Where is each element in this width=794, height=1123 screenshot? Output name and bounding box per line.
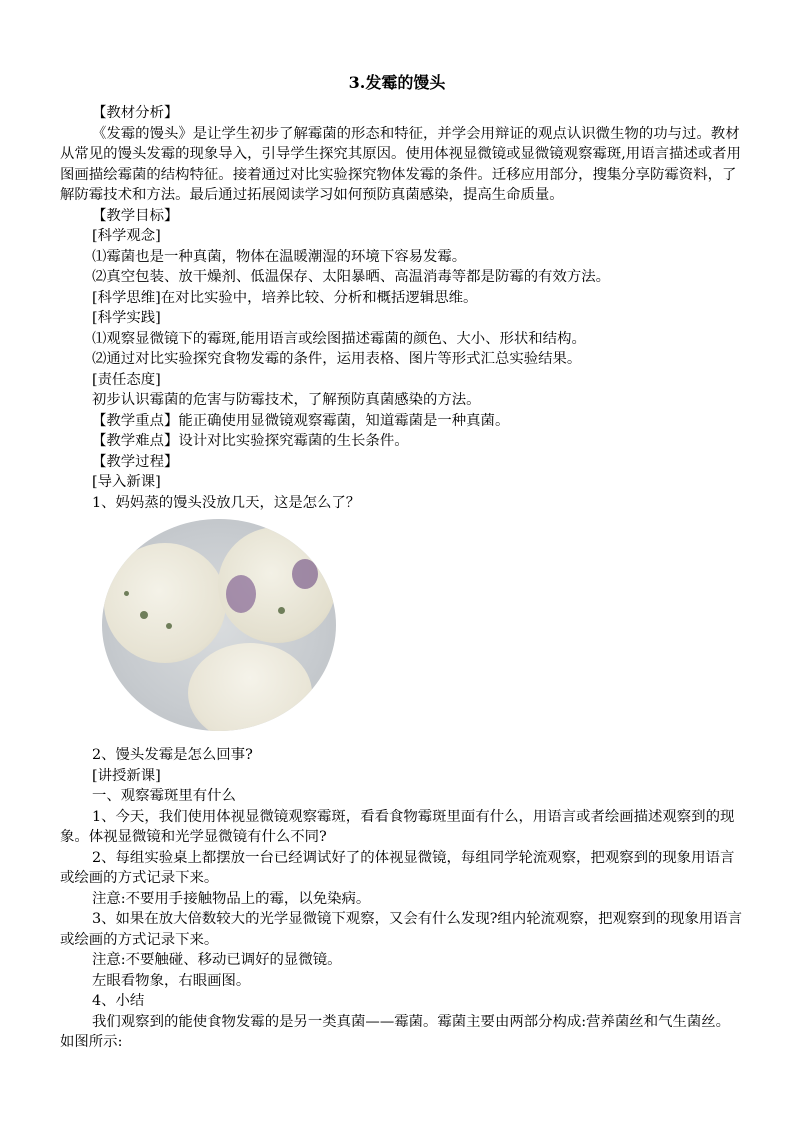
science-thinking: [科学思维]在对比实验中，培养比较、分析和概括逻辑思维。 bbox=[92, 289, 478, 306]
concept-item-1: ⑴霉菌也是一种真菌，物体在温暖潮湿的环境下容易发霉。 bbox=[92, 248, 467, 265]
mold-spot-green bbox=[166, 623, 172, 629]
question-1: 1、妈妈蒸的馒头没放几天，这是怎么了？ bbox=[92, 494, 361, 511]
step-3: 3、如果在放大倍数较大的光学显微镜下观察，又会有什么发现?组内轮流观察，把观察到的现象用语言或绘画的方式记录下来。 bbox=[60, 911, 743, 948]
moldy-bun-photo bbox=[102, 519, 336, 731]
mold-spot-purple bbox=[226, 575, 256, 613]
attitude-text: 初步认识霉菌的危害与防霉技术，了解预防真菌感染的方法。 bbox=[92, 392, 481, 408]
subheading-science-practice: [科学实践] bbox=[92, 310, 161, 326]
part-1-heading: 一、观察霉斑里有什么 bbox=[92, 788, 236, 804]
step-2: 2、每组实验桌上都摆放一台已经调试好了的体视显微镜，每组同学轮流观察，把观察到的现象用语言或绘画的方式记录下来。 bbox=[60, 849, 735, 886]
mold-spot-green bbox=[124, 591, 129, 596]
step-1: 1、今天，我们使用体视显微镜观察霉斑，看看食物霉斑里面有什么，用语言或者绘画描述观察到的现象。体视显微镜和光学显微镜有什么不同? bbox=[60, 808, 735, 845]
heading-process: 【教学过程】 bbox=[92, 453, 179, 470]
subheading-science-concept: [科学观念] bbox=[92, 228, 161, 244]
practice-item-1: ⑴观察显微镜下的霉斑,能用语言或绘图描述霉菌的颜色、大小、形状和结构。 bbox=[92, 330, 586, 347]
heading-analysis: 【教材分析】 bbox=[92, 105, 179, 121]
summary-heading: 4、小结 bbox=[92, 993, 145, 1009]
mold-spot-purple bbox=[292, 559, 318, 589]
mold-spot-green bbox=[278, 607, 285, 614]
bun-left bbox=[104, 543, 226, 663]
difficulty: 【教学难点】设计对比实验探究霉菌的生长条件。 bbox=[92, 433, 409, 449]
analysis-paragraph: 《发霉的馒头》是让学生初步了解霉菌的形态和特征，并学会用辩证的观点认识微生物的功与过。教材从常见的馒头发霉的现象导入，引导学生探究其原因。使用体视显微镜或显微镜观察霉斑,用语言描述或者用图画描绘霉菌的结构特征。接着通过对比实验探究物体发霉的条件。迁移应用部分，搜集分享防霉资料，了解防霉技术和方法。最后通过拓展阅读学习如何预防真菌感染，提高生命质量。 bbox=[60, 125, 741, 203]
document-body bbox=[60, 103, 743, 1053]
note-1: 注意:不要用手接触物品上的霉，以免染病。 bbox=[92, 890, 371, 907]
moldy-bun-photo-wrap bbox=[102, 519, 742, 737]
practice-item-2: ⑵通过对比实验探究食物发霉的条件，运用表格、图片等形式汇总实验结果。 bbox=[92, 351, 582, 367]
note-2: 注意:不要触碰、移动已调好的显微镜。 bbox=[92, 952, 342, 968]
bun-bottom bbox=[188, 643, 312, 731]
subheading-new-lesson: [讲授新课] bbox=[92, 767, 161, 784]
note-3: 左眼看物象，右眼画图。 bbox=[92, 972, 251, 989]
page-title: 3.发霉的馒头 bbox=[348, 73, 446, 92]
summary-text: 我们观察到的能使食物发霉的是另一类真菌——霉菌。霉菌主要由两部分构成:营养菌丝和气生菌丝。如图所示: bbox=[60, 1013, 731, 1050]
subheading-intro: [导入新课] bbox=[92, 474, 161, 490]
mold-spot-green bbox=[140, 611, 148, 619]
concept-item-2: ⑵真空包装、放干燥剂、低温保存、太阳暴晒、高温消毒等都是防霉的有效方法。 bbox=[92, 269, 611, 285]
heading-goals: 【教学目标】 bbox=[92, 207, 179, 224]
question-2: 2、馒头发霉是怎么回事? bbox=[92, 747, 253, 763]
subheading-attitude: [责任态度] bbox=[92, 371, 161, 388]
key-point: 【教学重点】能正确使用显微镜观察霉菌，知道霉菌是一种真菌。 bbox=[92, 412, 510, 429]
